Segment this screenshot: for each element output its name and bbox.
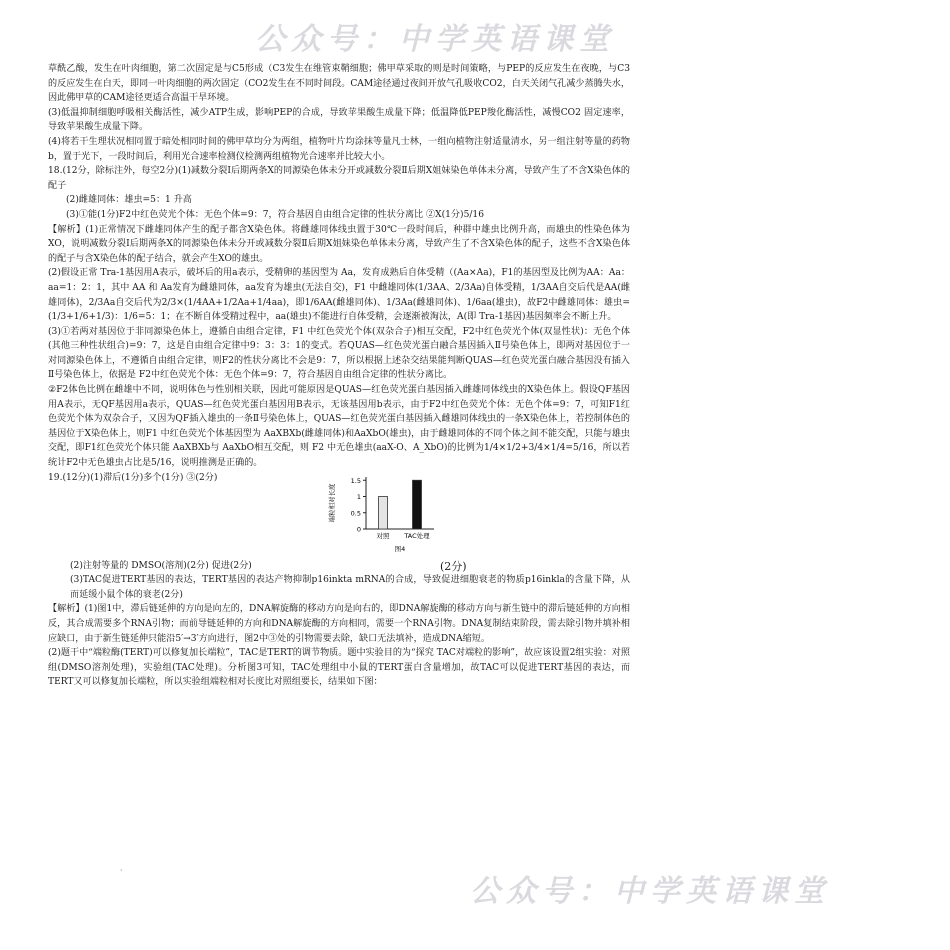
watermark-top: 公众号：中学英语课堂: [255, 22, 615, 57]
question-19-answer-1: 19.(12分)(1)滞后(1分)多个(1分) ③(2分): [48, 472, 218, 483]
y-tick-label: 0.5: [350, 508, 361, 517]
chart-score: (2分): [440, 559, 467, 573]
bar-control: [379, 496, 388, 529]
watermark-bottom: 公众号：中学英语课堂: [470, 874, 830, 909]
telomere-bar-chart: [320, 471, 450, 555]
question-18-answer-1: 18.(12分，除标注外，每空2分)(1)减数分裂Ⅰ后期两条X的同源染色体未分开或减数分裂Ⅱ后期X姐妹染色单体未分离，导致产生了不含X染色体的配子: [48, 166, 630, 191]
y-tick-label: 1.5: [350, 476, 361, 485]
x-tick-label: TAC处理: [404, 531, 430, 540]
y-axis-label: 端粒相对长度: [328, 483, 336, 523]
question-18-analysis-3b: ②F2体色比例在雌雄中不同，说明体色与性别相关联，因此可能原因是QUAS—红色荧光蛋白基因插入雌雄同体线虫的X染色体上。假设QF基因用A表示，无QF基因用a表示，QUAS—红色荧光蛋白基因用B表示，无该基因用b表示，由于F2中红色荧光个体：无色个体=9：7，可知F1红色荧光个体为双杂合子，又因为QF插入雄虫的一条Ⅱ号染色体上，QUAS—红色荧光蛋白基因插入雌雄同体线虫的一条X染色体上，若控制体色的基因位于X染色体上，则F1 中红色荧光个体基因型为 AaXBXb(雌雄同体)和AaXbO(雄虫)，由于雌雄同体的不同个体之间不能交配，只能与雄虫交配，即F1红色荧光个体只能 AaXBXb与 AaXbO相互交配，则 F2 中无色雄虫(aaX-O、A_XbO)的比例为1/4×1/2+3/4×1/4=5/16，所以若统计F2中无色雄虫占比是5/16，说明推测是正确的。: [48, 385, 630, 469]
x-tick-label: 对照: [376, 531, 390, 540]
paragraph-q3-low-temp: (3)低温抑制细胞呼吸相关酶活性，减少ATP生成，影响PEP的合成，导致苹果酸生成量下降；低温降低PEP羧化酶活性，减慢CO2 固定速率，导致苹果酸生成量下降。: [48, 107, 630, 133]
question-19-answer-3: (3)TAC促进TERT基因的表达，TERT基因的表达产物抑制p16inkta mRNA的合成，导致促进细胞衰老的物质p16inkla的含量下降，从而延缓小鼠个体的衰老(2分): [70, 575, 630, 600]
question-19-analysis-2: (2)题干中“端粒酶(TERT)可以修复加长端粒”，TAC是TERT的调节物质。题中实验目的为“探究 TAC对端粒的影响”，故应该设置2组实验：对照组(DMSO溶剂处理)，实验组(TAC处理)。分析图3可知，TAC处理组中小鼠的TERT蛋白含量增加，故TAC可以促进TERT基因的表达，而TERT又可以修复加长端粒，所以实验组端粒相对长度比对照组要长，结果如下图：: [48, 648, 630, 688]
answer-document: [48, 62, 630, 690]
question-18-analysis-2: (2)假设正常 Tra-1基因用A表示，破坏后的用a表示，受精卵的基因型为 Aa，发育成熟后自体受精（(Aa×Aa)，F1的基因型及比例为AA：Aa：aa=1：2：1，其中 AA 和 Aa发育为雌雄同体，aa发育为雄虫(无法自交)，F1 中雌雄同体(1/3AA、2/3Aa)自体受精，1/3AA自交后代是AA(雌雄同体)，2/3Aa自交后代为2/3×(1/4AA+1/2Aa+1/4aa)，即1/6AA(雌雄同体)、1/3Aa(雌雄同体)、1/6aa(雄虫)，故F2中雌雄同体：雄虫=(1/3+1/6+1/3)：1/6=5：1；在不断自体受精过程中，aa(雄虫)不能进行自体受精，会逐渐被淘汰，A(即 Tra-1基因)基因频率会不断上升。: [48, 268, 630, 323]
y-tick-label: 1: [356, 492, 361, 501]
chart-caption: 图4: [394, 544, 406, 553]
y-tick-label: 0: [356, 525, 361, 534]
paragraph-q4-experiment: (4)将若干生理状况相同置于暗处相同时间的佛甲草均分为两组，植物叶片均涂抹等量凡士林，一组向植物注射适量清水，另一组注射等量的药物b，置于光下，一段时间后，利用光合速率检测仪检测两组植物光合速率并比较大小。: [48, 136, 630, 162]
question-18-analysis-1: 【解析】(1)正常情况下雌雄同体产生的配子都含X染色体。将雌雄同体线虫置于30℃一段时间后，种群中雄虫比例升高，而雄虫的性染色体为XO，说明减数分裂Ⅰ后期两条X的同源染色体未分开或减数分裂Ⅱ后期X姐妹染色单体未分离，导致产生了不含X染色体的配子，这些不含X染色体的配子与含X染色体的配子结合，就会产生XO的雄虫。: [48, 224, 630, 264]
question-18-answer-2: (2)雌雄同体：雄虫=5：1 升高: [66, 195, 192, 206]
bar-tac: [413, 480, 422, 529]
question-18-analysis-3a: (3)①若两对基因位于非同源染色体上，遵循自由组合定律，F1 中红色荧光个体(双杂合子)相互交配，F2中红色荧光个体(双显性状)：无色个体(其他三种性状组合)=9：7，这是自由组合定律中9：3：3：1的变式。若QUAS—红色荧光蛋白融合基因插入Ⅱ号染色体上，即两对基因位于一对同源染色体上，不遵循自由组合定律，则F2的性状分离比不会是9：7，所以根据上述杂交结果能判断QUAS—红色荧光蛋白融合基因没有插入Ⅱ号染色体上，依据是 F2中红色荧光个体：无色个体=9：7，符合基因自由组合定律的性状分离比。: [48, 326, 630, 381]
question-18-answer-3: (3)①能(1分)F2中红色荧光个体：无色个体=9：7，符合基因自由组合定律的性状分离比 ②X(1分)5/16: [66, 209, 484, 220]
stray-dot: ·: [120, 866, 123, 875]
question-19-analysis-1: 【解析】(1)图1中，滞后链延伸的方向是向左的，DNA解旋酶的移动方向是向右的，即DNA解旋酶的移动方向与新生链中的滞后链延伸的方向相反，其合成需要多个RNA引物；而前导链延伸的方向和DNA解旋酶的方向相同，需要一个RNA引物。DNA复制结束阶段，需去除引物并填补相应缺口，由于新生链延伸只能沿5′→3′方向进行，图2中③处的引物需要去除，缺口无法填补，造成DNA缩短。: [48, 604, 630, 644]
paragraph-c4-c3: 草酰乙酸，发生在叶肉细胞，第二次固定是与C5形成（C3发生在维管束鞘细胞；佛甲草采取的则是时间策略，与PEP的反应发生在夜晚，与C3的反应发生在白天，即同一叶肉细胞的两次固定（CO2发生在不同时间段。CAM途径通过夜间开放气孔吸收CO2，白天关闭气孔减少蒸腾失水，因此佛甲草的CAM途径更适合高温干旱环境。: [48, 64, 630, 104]
question-19-answer-2: (2)注射等量的 DMSO(溶剂)(2分) 促进(2分): [70, 560, 252, 571]
